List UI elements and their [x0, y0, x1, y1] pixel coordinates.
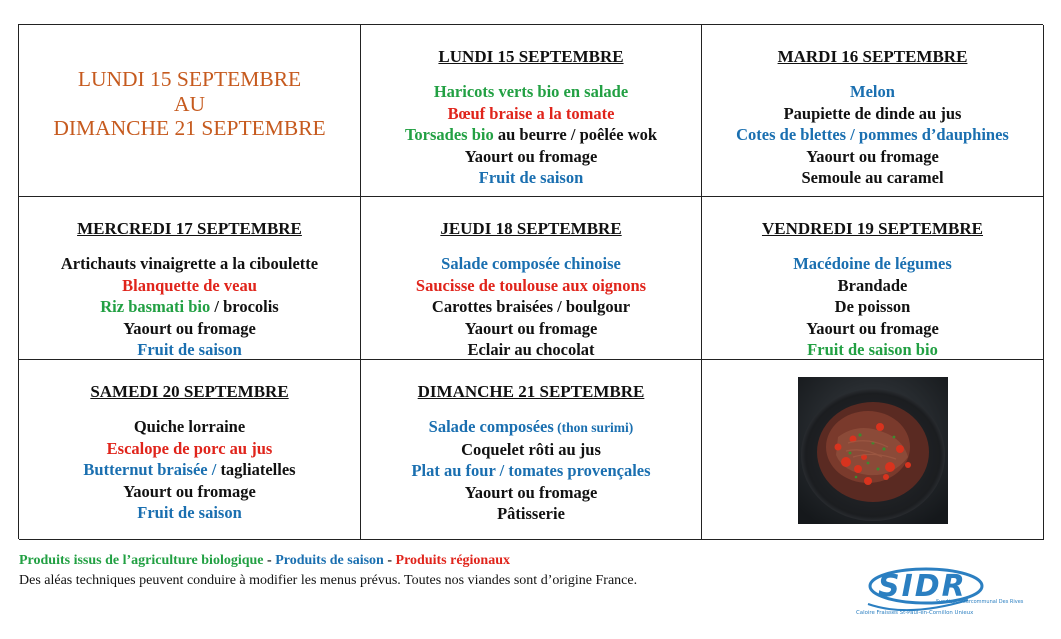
day-title: SAMEDI 20 SEPTEMBRE — [90, 382, 289, 401]
week-title-start: LUNDI 15 SEPTEMBRE — [77, 67, 302, 91]
menu-item-starter: Quiche lorraine — [133, 417, 246, 436]
menu-item-dessert: Fruit de saison — [137, 503, 242, 522]
menu-item-side: Cotes de blettes / pommes d’dauphines — [736, 125, 1009, 144]
week-title — [19, 67, 360, 141]
menu-item-main-cont: De poisson — [834, 297, 911, 316]
day-title: MERCREDI 17 SEPTEMBRE — [77, 219, 302, 238]
menu-item-side: Plat au four / tomates provençales — [411, 461, 651, 480]
legend-separator: - — [263, 553, 276, 568]
menu-item-side-bio: Riz basmati bio — [100, 297, 211, 316]
menu-item-dessert: Fruit de saison — [137, 340, 242, 359]
menu-item-dairy: Yaourt ou fromage — [123, 318, 256, 338]
menu-item-side-rest: tagliatelles — [216, 460, 296, 479]
day-cell-jeudi — [361, 197, 702, 360]
menu-item-side — [19, 459, 360, 481]
week-title-cell — [19, 25, 361, 197]
menu-item-dessert: Semoule au caramel — [801, 168, 944, 187]
menu-item-dairy: Yaourt ou fromage — [464, 146, 598, 166]
sidr-logo-graphic — [848, 560, 1024, 620]
sidr-logo — [848, 560, 1024, 620]
menu-item-dessert: Fruit de saison — [478, 168, 584, 187]
menu-item-dairy: Yaourt ou fromage — [806, 318, 939, 338]
menu-item-side: Carottes braisées / boulgour — [431, 297, 631, 316]
day-title: VENDREDI 19 SEPTEMBRE — [761, 219, 984, 238]
day-cell-lundi — [361, 25, 702, 197]
menu-item-main: Blanquette de veau — [122, 275, 257, 295]
menu-item-starter: Salade composée chinoise — [441, 254, 621, 273]
day-title: MARDI 16 SEPTEMBRE — [777, 47, 968, 66]
menu-item-dairy: Yaourt ou fromage — [464, 318, 598, 338]
menu-item-side-rest: / brocolis — [210, 297, 279, 316]
menu-item-side — [19, 296, 360, 318]
menu-item-dessert: Eclair au chocolat — [467, 340, 595, 359]
day-cell-vendredi — [702, 197, 1044, 360]
menu-item-dairy: Yaourt ou fromage — [464, 482, 598, 502]
menu-item-starter: Melon — [850, 82, 895, 101]
day-title: JEUDI 18 SEPTEMBRE — [440, 219, 622, 238]
menu-item-dessert: Pâtisserie — [497, 504, 565, 523]
braised-meat-image — [798, 377, 948, 524]
legend-bio: Produits issus de l’agriculture biologique — [19, 553, 264, 568]
svg-text:SIDR: SIDR — [878, 569, 967, 604]
menu-item-main: Bœuf braise a la tomate — [447, 103, 615, 123]
menu-item-dairy: Yaourt ou fromage — [123, 481, 256, 501]
menu-item-starter-detail: (thon surimi) — [553, 420, 634, 435]
menu-item-main: Coquelet rôti au jus — [461, 439, 601, 459]
menu-item-main: Saucisse de toulouse aux oignons — [415, 275, 647, 295]
week-title-end: DIMANCHE 21 SEPTEMBRE — [53, 116, 326, 140]
legend-separator: - — [383, 553, 396, 568]
menu-grid — [18, 24, 1043, 539]
menu-item-side — [361, 124, 701, 146]
menu-item-dairy: Yaourt ou fromage — [806, 146, 939, 166]
menu-item-starter — [361, 416, 701, 439]
photo-cell — [702, 360, 1044, 540]
legend-saison: Produits de saison — [275, 553, 384, 568]
menu-item-starter: Macédoine de légumes — [793, 254, 952, 273]
day-cell-mercredi — [19, 197, 361, 360]
svg-text:Caloire Fraisses St-Paul-en-Co: Caloire Fraisses St-Paul-en-Cornillon Unieux — [856, 610, 974, 616]
day-title: DIMANCHE 21 SEPTEMBRE — [417, 382, 645, 401]
day-title: LUNDI 15 SEPTEMBRE — [438, 47, 624, 66]
day-cell-mardi — [702, 25, 1044, 197]
menu-item-side-seasonal: Butternut braisée / — [83, 460, 217, 479]
menu-item-main: Paupiette de dinde au jus — [783, 103, 962, 123]
menu-item-main: Brandade — [837, 275, 908, 295]
disclaimer-note: Des aléas techniques peuvent conduire à modifier les menus prévus. Toutes nos viandes sont d’origine France. — [19, 573, 638, 588]
menu-item-starter: Haricots verts bio en salade — [433, 82, 629, 101]
svg-text:Syndicat Intercommunal Des Riv: Syndicat Intercommunal Des Rives — [936, 599, 1024, 605]
day-cell-samedi — [19, 360, 361, 540]
week-title-au: AU — [173, 91, 206, 116]
menu-item-side-bio: Torsades bio — [404, 125, 494, 144]
day-cell-dimanche — [361, 360, 702, 540]
menu-item-main: Escalope de porc au jus — [106, 438, 273, 458]
menu-item-starter-name: Salade composées — [428, 417, 554, 436]
menu-item-starter: Artichauts vinaigrette a la ciboulette — [60, 254, 319, 273]
food-photo — [798, 377, 948, 524]
legend-regional: Produits régionaux — [395, 553, 511, 568]
legend — [19, 553, 510, 569]
menu-item-side-rest: au beurre / poêlée wok — [493, 125, 658, 144]
menu-item-dessert: Fruit de saison bio — [807, 340, 938, 359]
